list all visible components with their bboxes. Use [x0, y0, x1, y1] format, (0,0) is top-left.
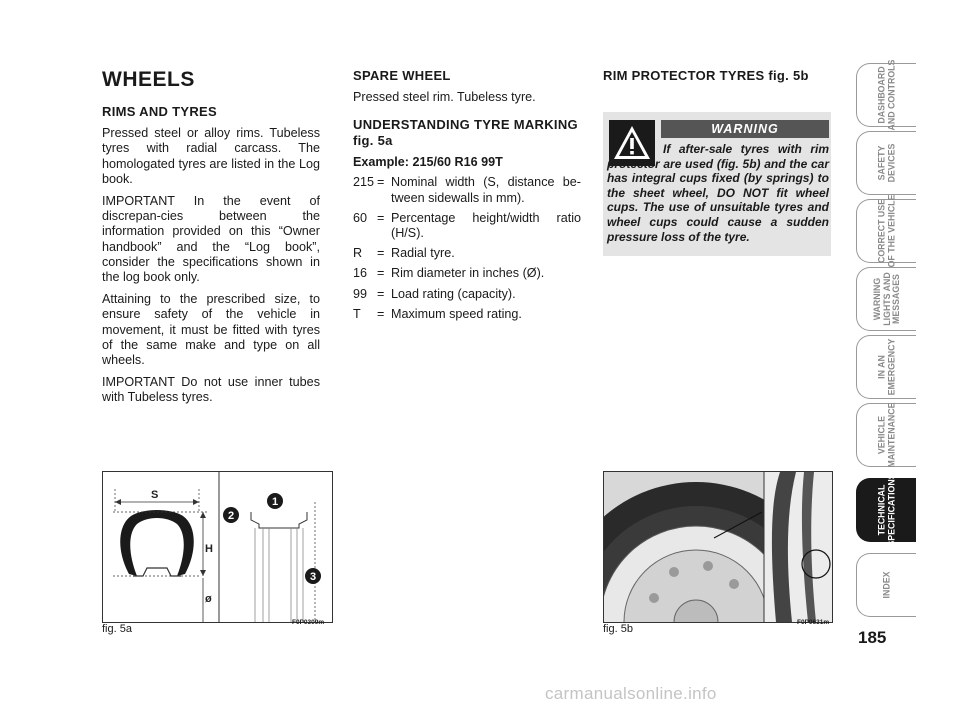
- tab-technical-specifications[interactable]: TECHNICAL SPECIFICATIONS: [856, 478, 916, 542]
- fig-5a-code: F0P0309m: [292, 619, 325, 626]
- spare-wheel-heading: SPARE WHEEL: [353, 68, 451, 83]
- tab-warning-lights[interactable]: WARNING LIGHTS AND MESSAGES: [856, 267, 916, 331]
- callout-1: 1: [271, 496, 279, 508]
- rims-paragraph-2: IMPORTANT In the event of discrepan-cies between the information provided on this “Owner handbook” and the “Log book”, consider the specifications shown in the log book only.: [102, 194, 320, 285]
- watermark: carmanualsonline.info: [545, 684, 717, 703]
- definition-item: 60 = Percentage height/width ratio (H/S).: [353, 210, 581, 241]
- page-title: WHEELS: [102, 68, 195, 91]
- spare-wheel-text: Pressed steel rim. Tubeless tyre.: [353, 90, 536, 104]
- column-spare-wheel: [353, 68, 581, 327]
- tab-vehicle-maintenance[interactable]: VEHICLE MAINTENANCE: [856, 403, 916, 467]
- fig-5b-caption: fig. 5b: [603, 623, 633, 635]
- warning-text: If after-sale tyres with rim protector are used (fig. 5b) and the car has integral cups fixed (by springs) to the sheet wheel, DO NOT fit wheel cups. The use of unsuitable tyres and wheel cups could cause a sudden pressure loss of the tyre.: [607, 142, 829, 244]
- tab-index[interactable]: INDEX: [856, 553, 916, 617]
- figure-tyre-marking: [102, 471, 333, 623]
- rims-paragraph-3: Attaining to the prescribed size, to ensure safety of the vehicle in movement, it must be fitted with tyres of the same make and type on all wheels.: [102, 292, 320, 368]
- definition-item: T = Maximum speed rating.: [353, 306, 522, 321]
- label-s: S: [151, 489, 159, 501]
- rims-paragraph-4: IMPORTANT Do not use inner tubes with Tubeless tyres.: [102, 375, 320, 405]
- callout-3: 3: [309, 571, 317, 583]
- tyre-marking-heading: UNDERSTANDING TYRE MARKING fig. 5a: [353, 117, 578, 149]
- tab-dashboard-and-controls[interactable]: DASHBOARD AND CONTROLS: [856, 63, 916, 127]
- label-diameter: ø: [205, 593, 212, 605]
- tab-in-an-emergency[interactable]: IN AN EMERGENCY: [856, 335, 916, 399]
- definition-item: 99 = Load rating (capacity).: [353, 286, 516, 301]
- warning-box: [603, 112, 831, 256]
- definition-item: 215 = Nominal width (S, distance be-tween sidewalls in mm).: [353, 175, 581, 205]
- rim-protector-heading: RIM PROTECTOR TYRES fig. 5b: [603, 68, 809, 83]
- warning-label: WARNING: [661, 120, 829, 138]
- tab-safety-devices[interactable]: SAFETY DEVICES: [856, 131, 916, 195]
- column-rim-protector: [603, 68, 833, 90]
- fig-5a-caption: fig. 5a: [102, 623, 132, 635]
- rims-paragraph-1: Pressed steel or alloy rims. Tubeless tyres with radial carcass. The homologated tyres are listed in the Log book.: [102, 126, 320, 186]
- definition-item: 16 = Rim diameter in inches (Ø).: [353, 266, 545, 281]
- label-h: H: [205, 543, 213, 555]
- marking-example: Example: 215/60 R16 99T: [353, 155, 503, 170]
- callout-2: 2: [227, 510, 235, 522]
- rims-heading: RIMS AND TYRES: [102, 104, 217, 120]
- figure-rim-protector-tyre: [603, 471, 833, 623]
- fig-5b-code: F0P0631m: [797, 619, 830, 626]
- page-number: 185: [858, 628, 887, 647]
- marking-definitions: [353, 175, 581, 322]
- column-wheels: [102, 68, 320, 413]
- tab-correct-use[interactable]: CORRECT USE OF THE VEHICLE: [856, 199, 916, 263]
- definition-item: R = Radial tyre.: [353, 246, 455, 261]
